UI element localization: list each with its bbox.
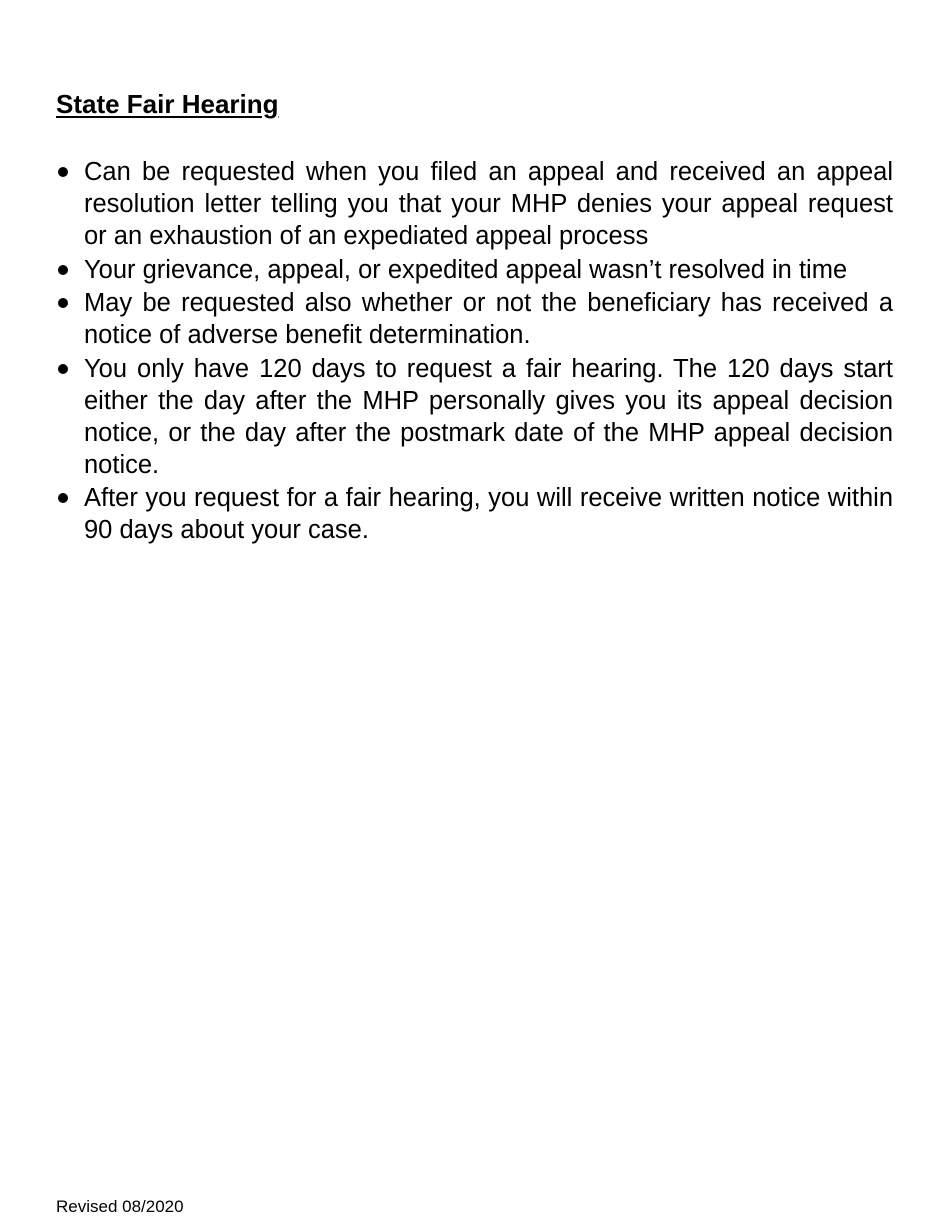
list-item-text: May be requested also whether or not the beneficiary has received a notice of adverse benefit determination.: [84, 289, 893, 349]
list-item: [56, 287, 893, 351]
list-item: [56, 482, 893, 546]
list-item: [56, 156, 893, 252]
bullet-icon: [58, 298, 68, 308]
list-item: [56, 254, 893, 286]
bullet-list: [56, 156, 893, 548]
list-item: [56, 353, 893, 481]
bullet-icon: [58, 265, 68, 275]
bullet-icon: [58, 167, 68, 177]
list-item-text: Can be requested when you filed an appeal and received an appeal resolution letter telling you that your MHP denies your appeal request or an exhaustion of an expediated appeal process: [84, 158, 893, 250]
revision-footer: Revised 08/2020: [56, 1197, 184, 1216]
bullet-icon: [58, 493, 68, 503]
list-item-text: You only have 120 days to request a fair hearing. The 120 days start either the day after the MHP personally gives you its appeal decision notice, or the day after the postmark date of the MHP appeal decision notice.: [84, 354, 893, 479]
list-item-text: Your grievance, appeal, or expedited appeal wasn’t resolved in time: [84, 255, 848, 284]
bullet-icon: [58, 364, 68, 374]
section-heading: State Fair Hearing: [56, 89, 279, 119]
list-item-text: After you request for a fair hearing, you will receive written notice within 90 days about your case.: [84, 484, 893, 544]
